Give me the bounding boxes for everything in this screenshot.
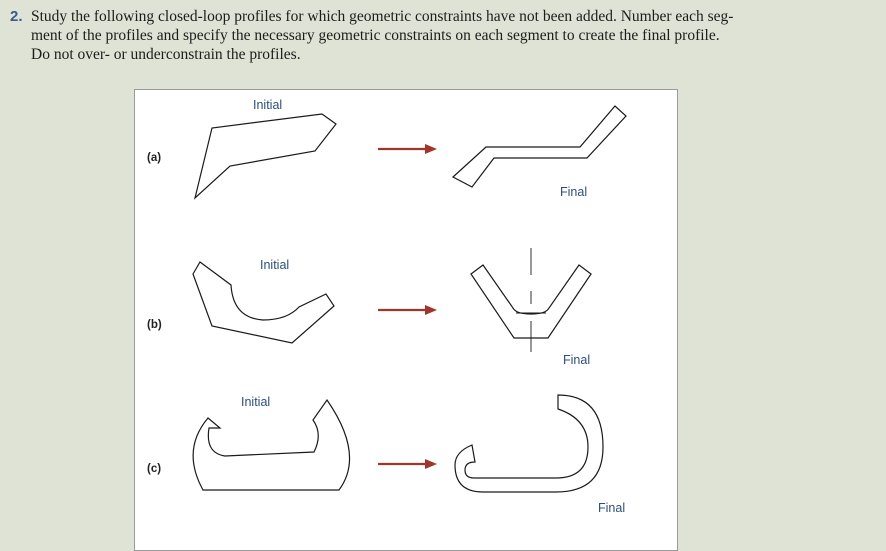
part-b-initial-label: Initial — [260, 258, 290, 272]
profile-c-final — [455, 395, 603, 492]
part-a-final-label: Final — [560, 185, 588, 199]
part-b-final-label: Final — [563, 353, 591, 367]
part-c-label: (c) — [147, 463, 162, 475]
profile-a-final — [453, 106, 626, 187]
question-text-line-2: ment of the profiles and specify the necessary geometric constraints on each segment to create the final profile. — [31, 27, 720, 44]
part-a-label: (a) — [147, 152, 162, 164]
question-text-line-1: Study the following closed-loop profiles for which geometric constraints have not been added. Number each seg- — [31, 8, 734, 25]
part-b-label: (b) — [147, 319, 162, 331]
part-c-initial-label: Initial — [241, 395, 271, 409]
part-c-final-label: Final — [598, 501, 626, 515]
profile-c-initial — [193, 400, 349, 490]
part-a-initial-label: Initial — [253, 98, 283, 112]
profiles-illustration — [135, 90, 677, 550]
question-text-line-3: Do not over- or underconstrain the profiles. — [31, 46, 301, 63]
question-number: 2. — [10, 8, 23, 25]
figure-panel — [134, 89, 678, 551]
profile-a-initial — [195, 114, 336, 198]
profile-b-initial — [193, 262, 334, 343]
